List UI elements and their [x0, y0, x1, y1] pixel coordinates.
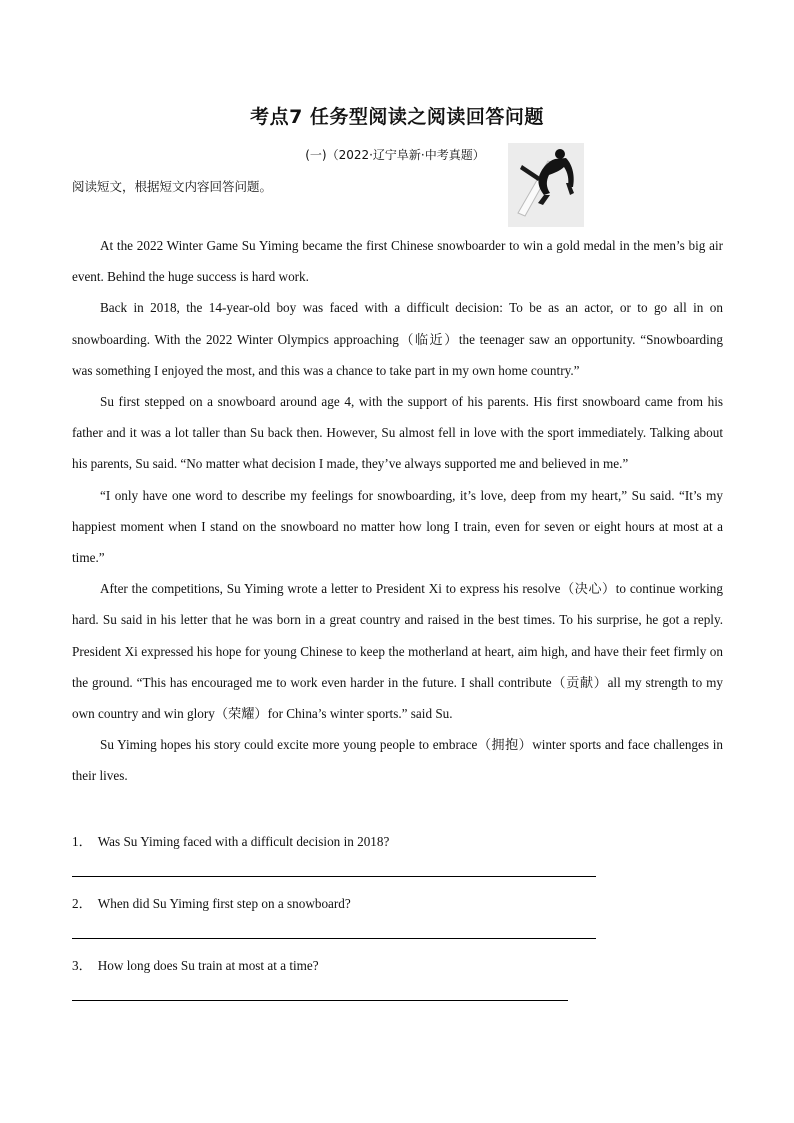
answer-line-3[interactable]: [72, 1000, 568, 1001]
question-number: 3．: [72, 958, 92, 973]
passage-paragraph-6: Su Yiming hopes his story could excite more young people to embrace（拥抱）winter sports and face challenges in their lives.: [72, 737, 723, 784]
question-3: [72, 955, 319, 974]
answer-line-1[interactable]: [72, 876, 596, 877]
question-number: 1．: [72, 834, 92, 849]
snowboarder-icon: [508, 143, 584, 227]
instruction: 阅读短文，根据短文内容回答问题。: [72, 179, 273, 194]
answer-line-2[interactable]: [72, 938, 596, 939]
passage-paragraph-3: Su first stepped on a snowboard around age 4, with the support of his parents. His first snowboard came from his father and it was a lot taller than Su back then. However, Su almost fell in love with the sport immediately. Talking about his parents, Su said. “No matter what decision I made, they’ve always supported me and believed in me.”: [72, 394, 723, 472]
passage-paragraph-4: “I only have one word to describe my feelings for snowboarding, it’s love, deep from my heart,” Su said. “It’s my happiest moment when I stand on the snowboard no matter how long I train, even for seven or eight hours at most at a time.”: [72, 487, 723, 566]
question-number: 2．: [72, 896, 92, 911]
passage-paragraph-5: After the competitions, Su Yiming wrote a letter to President Xi to express his resolve（决心）to continue working hard. Su said in his letter that he was born in a great country and raised in the best times. To his surprise, he got a reply. President Xi expressed his hope for young Chinese to keep the motherland at heart, aim high, and have their feet firmly on the ground. “This has encouraged me to work even harder in the future. I shall contribute（贡献）all my strength to my own country and win glory（荣耀）for China’s winter sports.” said Su.: [72, 581, 723, 722]
passage-paragraph-2: Back in 2018, the 14-year-old boy was faced with a difficult decision: To be as an actor, or to go all in on snowboarding. With the 2022 Winter Olympics approaching（临近）the teenager saw an opportunity. “Snowboarding was something I enjoyed the most, and this was a chance to take part in my own home country.”: [72, 300, 723, 378]
question-text: Was Su Yiming faced with a difficult decision in 2018?: [97, 834, 390, 849]
exam-source: (一)（2022·辽宁阜新·中考真题）: [305, 148, 485, 162]
question-text: How long does Su train at most at a time?: [97, 958, 319, 973]
question-text: When did Su Yiming first step on a snowboard?: [97, 896, 351, 911]
question-1: [72, 831, 389, 850]
question-2: [72, 893, 351, 912]
reading-passage: [72, 230, 723, 792]
passage-paragraph-1: At the 2022 Winter Game Su Yiming became the first Chinese snowboarder to win a gold medal in the men’s big air event. Behind the huge success is hard work.: [72, 238, 723, 285]
page-title: 考点7 任务型阅读之阅读回答问题: [250, 106, 544, 128]
snowboarder-photo: [508, 143, 584, 227]
